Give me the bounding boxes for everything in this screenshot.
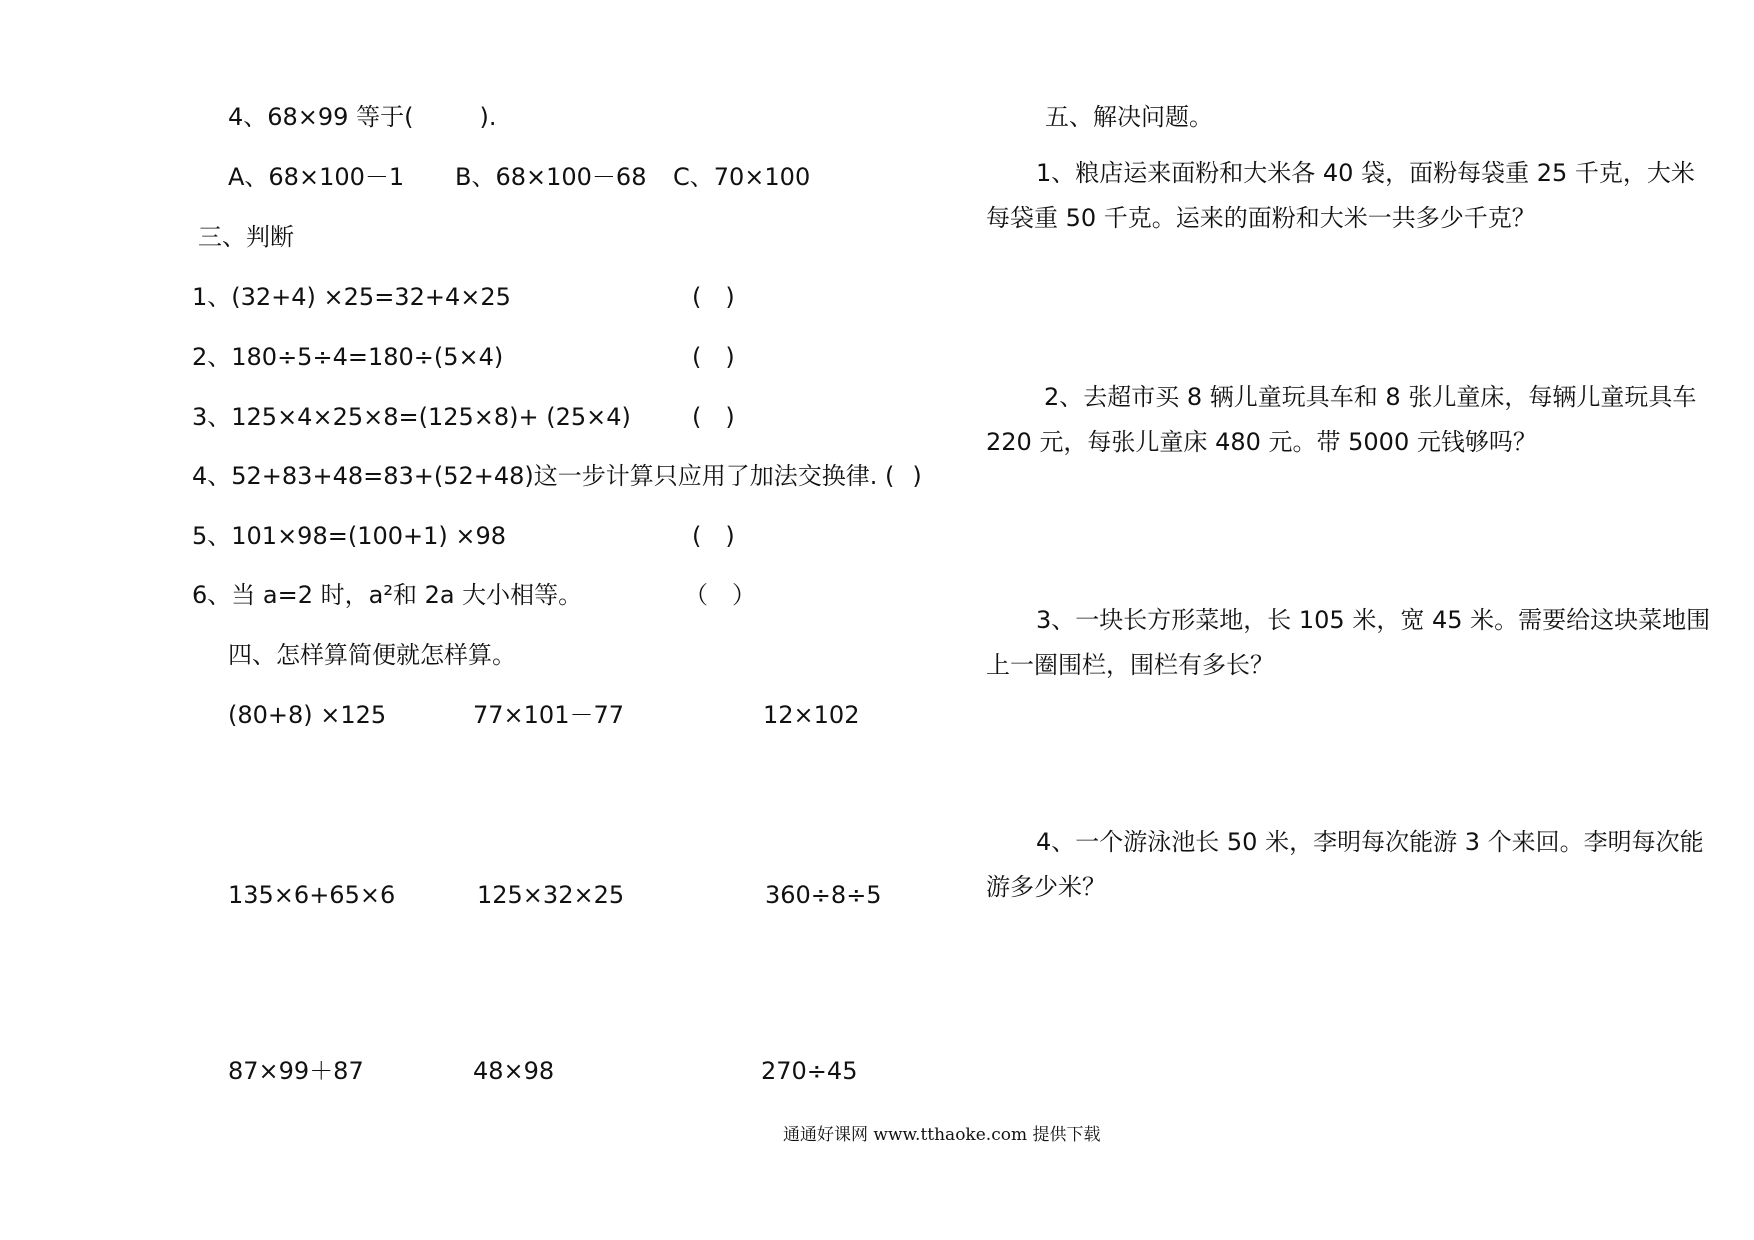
calc-3-3: 270÷45 [761,1057,858,1085]
problem-3: 3、一块长方形菜地，长 105 米，宽 45 米。需要给这块菜地围上一圈围栏，围栏有多长？ [986,606,1711,679]
judge-item-6: 6、当 a=2 时，a²和 2a 大小相等。 [192,581,583,609]
section-4-title: 四、怎样算简便就怎样算。 [228,641,516,669]
question-4-text: 4、68×99 等于( [228,103,414,131]
judge-paren-2: ( ) [692,343,735,371]
judge-paren-4: ) [912,462,922,490]
calc-3-1: 87×99＋87 [228,1057,364,1085]
calc-3-2: 48×98 [473,1057,555,1085]
calc-2-1: 135×6+65×6 [228,881,396,909]
question-4-close: ). [479,103,497,131]
judge-paren-3: ( ) [692,403,735,431]
judge-item-4-text: 4、52+83+48=83+(52+48)这一步计算只应用了加法交换律. ( [192,462,895,490]
problem-2: 2、去超市买 8 辆儿童玩具车和 8 张儿童床，每辆儿童玩具车 220 元，每张儿童床 480 元。带 5000 元钱够吗？ [986,383,1697,456]
option-a: A、68×100－1 [228,163,405,191]
calc-1-2: 77×101－77 [473,701,624,729]
judge-paren-5: ( ) [692,522,735,550]
problem-1: 1、粮店运来面粉和大米各 40 袋，面粉每袋重 25 千克，大米每袋重 50 千克。运来的面粉和大米一共多少千克？ [986,159,1695,232]
judge-paren-1: ( ) [692,283,735,311]
problem-4: 4、一个游泳池长 50 米，李明每次能游 3 个来回。李明每次能游多少米？ [986,828,1704,901]
option-c: C、70×100 [673,163,811,191]
judge-paren-6: （ ） [684,581,756,609]
question-4 [228,102,496,132]
option-b: B、68×100－68 [455,163,647,191]
calc-1-1: (80+8) ×125 [228,701,387,729]
judge-item-3: 3、125×4×25×8=(125×8)+ (25×4) [192,403,631,431]
calc-2-3: 360÷8÷5 [765,881,882,909]
judge-item-2: 2、180÷5÷4=180÷(5×4) [192,343,504,371]
section-3-title: 三、判断 [198,223,294,251]
judge-item-4 [192,461,922,491]
judge-item-1: 1、(32+4) ×25=32+4×25 [192,283,511,311]
footer-credit: 通通好课网 www.tthaoke.com 提供下载 [783,1125,1101,1145]
calc-1-3: 12×102 [763,701,860,729]
section-5-title: 五、解决问题。 [1045,103,1213,131]
calc-2-2: 125×32×25 [477,881,625,909]
judge-item-5: 5、101×98=(100+1) ×98 [192,522,507,550]
